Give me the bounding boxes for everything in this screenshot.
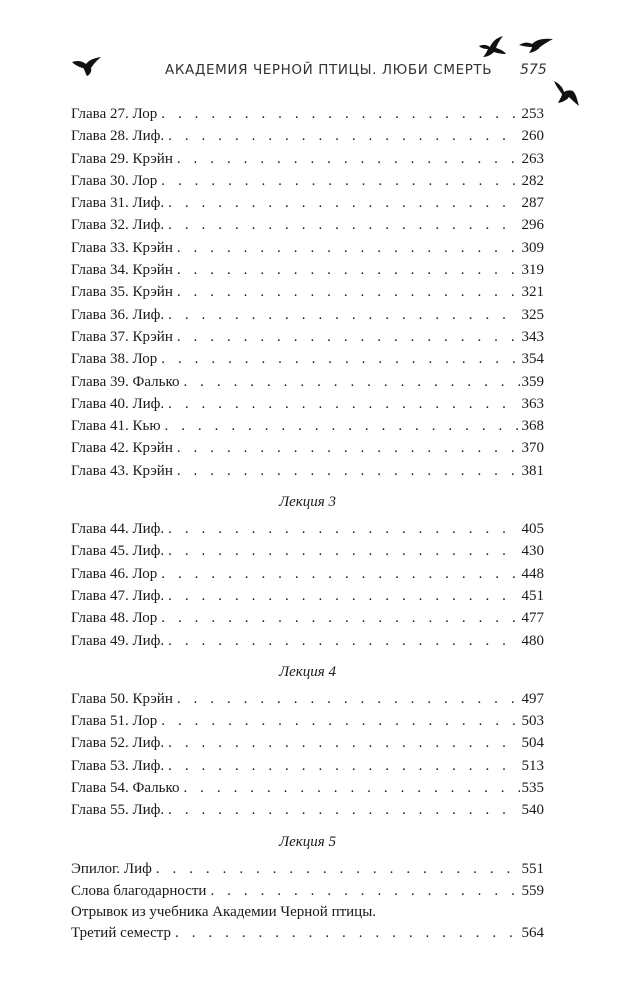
bird-icon-top-middle: [477, 36, 507, 58]
page-number: 575: [520, 62, 547, 78]
section-heading-lecture-5: Лекция 5: [278, 833, 337, 850]
toc-entry: Глава 47. Лиф. . . . 451: [71, 585, 544, 607]
toc-entry: Глава 43. Крэйн . . . 381: [71, 460, 544, 482]
section-heading-lecture-4: Лекция 4: [278, 663, 337, 680]
toc-entry: Глава 34. Крэйн . . . 319: [71, 259, 544, 281]
toc-entry: Глава 51. Лор . . . 503: [71, 710, 544, 732]
toc-entry: Глава 44. Лиф. . . . 405: [71, 518, 544, 540]
toc-entry: Глава 30. Лор . . . 282: [71, 170, 544, 192]
table-of-contents: [71, 103, 544, 945]
toc-entry: Глава 37. Крэйн . . . 343: [71, 326, 544, 348]
toc-entry: Глава 46. Лор . . . 448: [71, 563, 544, 585]
toc-entry: Глава 42. Крэйн . . . 370: [71, 437, 544, 459]
toc-entry: Глава 53. Лиф. . . . 513: [71, 755, 544, 777]
toc-entry: Глава 33. Крэйн . . . 309: [71, 237, 544, 259]
toc-entry-excerpt: Третий семестр . . . 564: [71, 922, 544, 944]
toc-entry: Глава 45. Лиф. . . . 430: [71, 540, 544, 562]
toc-entry: Глава 27. Лор . . . 253: [71, 103, 544, 125]
running-header: [0, 62, 625, 86]
toc-entry: Глава 40. Лиф. . . . 363: [71, 393, 544, 415]
toc-entry: Глава 38. Лор . . . 354: [71, 348, 544, 370]
toc-entry: Слова благодарности . . . 559: [71, 880, 544, 902]
excerpt-title-line: Отрывок из учебника Академии Черной птицы.: [71, 904, 377, 921]
toc-entry: Глава 29. Крэйн . . . 263: [71, 148, 544, 170]
toc-entry: Глава 35. Крэйн . . . 321: [71, 281, 544, 303]
toc-entry: Глава 50. Крэйн . . . 497: [71, 688, 544, 710]
toc-entry: Глава 31. Лиф. . . . 287: [71, 192, 544, 214]
toc-entry: Глава 54. Фалько . . . 535: [71, 777, 544, 799]
section-heading-lecture-3: Лекция 3: [278, 494, 337, 511]
book-title: АКАДЕМИЯ ЧЕРНОЙ ПТИЦЫ. ЛЮБИ СМЕРТЬ: [165, 62, 493, 78]
toc-entry: Глава 39. Фалько . . . 359: [71, 371, 544, 393]
bird-icon-top-right: [518, 36, 554, 54]
toc-entry: Глава 52. Лиф. . . . 504: [71, 732, 544, 754]
toc-entry: Глава 41. Кью . . . 368: [71, 415, 544, 437]
toc-entry: Глава 48. Лор . . . 477: [71, 607, 544, 629]
toc-entry: Глава 36. Лиф. . . . 325: [71, 304, 544, 326]
toc-entry: Эпилог. Лиф . . . 551: [71, 858, 544, 880]
toc-entry: Глава 49. Лиф. . . . 480: [71, 630, 544, 652]
toc-entry: Глава 28. Лиф. . . . 260: [71, 125, 544, 147]
toc-entry: Глава 32. Лиф. . . . 296: [71, 214, 544, 236]
toc-entry: Глава 55. Лиф. . . . 540: [71, 799, 544, 821]
